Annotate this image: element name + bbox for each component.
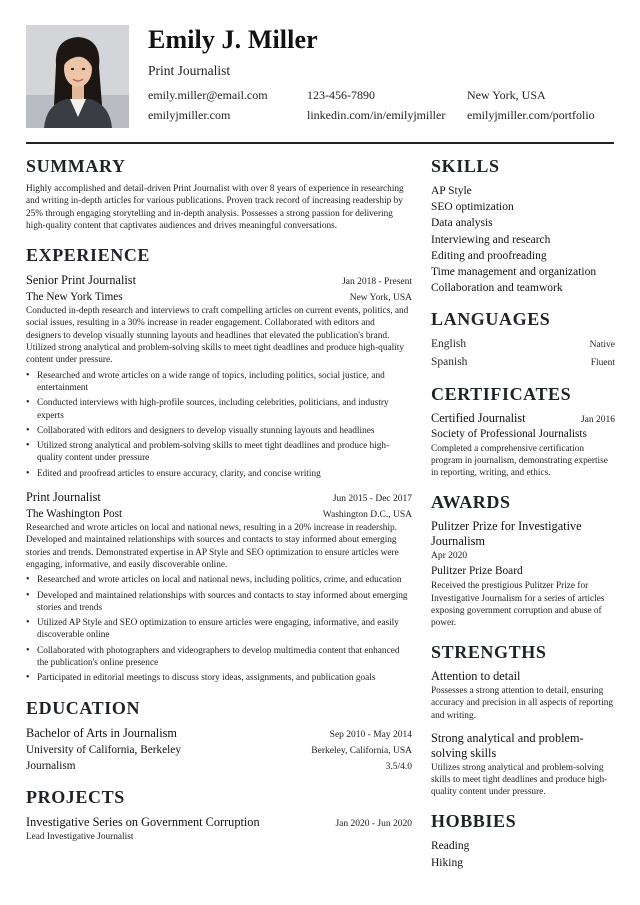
education-school: University of California, Berkeley <box>26 743 181 756</box>
certificates-section <box>431 383 615 480</box>
hobbies-section <box>431 810 615 870</box>
language-item <box>431 354 615 371</box>
languages-section <box>431 308 615 370</box>
bullet-item: • Conducted interviews with high-profile sources, including celebrities, politicians, and industry experts <box>26 397 412 422</box>
contact-portfolio[interactable]: emilyjmiller.com/portfolio <box>467 108 595 122</box>
skill-item: Time management and organization <box>431 266 597 279</box>
skill-item: Data analysis <box>431 217 493 230</box>
contact-website[interactable]: emilyjmiller.com <box>148 108 231 122</box>
strength-item <box>431 669 615 722</box>
resume-header <box>26 25 614 130</box>
portrait-illustration <box>26 25 129 128</box>
skill-item: Interviewing and research <box>431 233 551 246</box>
education-gpa: 3.5/4.0 <box>385 761 412 772</box>
summary-section <box>26 155 412 232</box>
candidate-title: Print Journalist <box>148 63 231 78</box>
contact-location: New York, USA <box>467 88 546 102</box>
project-dates: Jan 2020 - Jun 2020 <box>335 818 412 829</box>
education-heading: EDUCATION <box>26 697 141 718</box>
job-dates: Jun 2015 - Dec 2017 <box>332 494 412 505</box>
bullet-item: • Utilized AP Style and SEO optimization to ensure articles were engaging, informative, and easily discoverable online <box>26 617 412 642</box>
skills-heading: SKILLS <box>431 156 500 176</box>
contact-phone[interactable]: 123-456-7890 <box>307 88 375 102</box>
education-location: Berkeley, California, USA <box>311 745 412 756</box>
skill-item: Collaboration and teamwork <box>431 282 563 295</box>
bullet-item: • Edited and proofread articles to ensure accuracy, clarity, and concise writing <box>26 468 412 480</box>
award-title: Pulitzer Prize for Investigative Journalism <box>431 519 582 549</box>
skills-list <box>431 183 615 296</box>
bullet-item: • Researched and wrote articles on a wide range of topics, including politics, social justice, and entertainment <box>26 370 412 395</box>
job-title: Senior Print Journalist <box>26 273 136 288</box>
summary-text: Highly accomplished and detail-driven Print Journalist with over 8 years of experience in researching and writing in-depth articles for various publications. Proven track record of increasing readership by 25% through engaging storytelling and in-depth analysis. Possesses a strong passion for delivering high-quality content that captivates audiences and drives meaningful conversations. <box>26 184 404 231</box>
projects-section <box>26 786 412 843</box>
skill-item: SEO optimization <box>431 201 514 214</box>
header-divider <box>26 142 614 144</box>
strength-text: Possesses a strong attention to detail, ensuring accuracy and precision in all aspects of reporting and writing. <box>431 686 613 721</box>
bullet-item: • Researched and wrote articles on local and national news, including politics, crime, and education <box>26 574 412 586</box>
right-column <box>431 155 615 883</box>
certificate-title: Certified Journalist <box>431 410 526 425</box>
bullet-item: • Collaborated with editors and designers to develop visually stunning layouts and headlines <box>26 425 412 437</box>
experience-heading: EXPERIENCE <box>26 245 151 266</box>
contact-email[interactable]: emily.miller@email.com <box>148 88 268 102</box>
language-level: Native <box>589 340 615 351</box>
candidate-name: Emily J. Miller <box>148 25 318 54</box>
language-level: Fluent <box>590 357 615 368</box>
hobbies-heading: HOBBIES <box>431 811 517 832</box>
hobby-item: Hiking <box>431 856 463 869</box>
language-name: English <box>431 338 467 351</box>
strength-item <box>431 731 615 799</box>
strengths-section <box>431 641 615 798</box>
award-text: Received the prestigious Pulitzer Prize for Investigative Journalism for a series of articles exposing government corruption and abuse of power. <box>431 581 605 629</box>
skills-section <box>431 155 615 296</box>
job-summary: Researched and wrote articles on local and national news, resulting in a 20% increase in readership. Developed and maintained relationships with sources and contacts to stay informed about emerging stories and trends. Demonstrated expertise in AP Style and SEO optimization to ensure articles were engaging, informative, and easily discoverable online. <box>26 523 399 570</box>
job-summary: Conducted in-depth research and interviews to craft compelling articles on current events, politics, and social issues, resulting in a 30% increase in reader engagement. Collaborated with editors and designers to develop visually stunning layouts and headlines that elevated the publication's brand. Utilized strong analytical and problem-solving skills to meet tight deadlines and produce high-quality content under pressure. <box>26 306 409 366</box>
project-role: Lead Investigative Journalist <box>26 831 134 842</box>
job-dates: Jan 2018 - Present <box>342 277 412 288</box>
education-section <box>26 697 412 774</box>
language-item <box>431 336 615 353</box>
award-issuer: Pulitzer Prize Board <box>431 565 523 578</box>
hobby-item: Reading <box>431 840 470 853</box>
award-date: Apr 2020 <box>431 551 468 562</box>
strengths-heading: STRENGTHS <box>431 642 547 663</box>
hobbies-list <box>431 838 615 870</box>
strength-title: Strong analytical and problem-solving skills <box>431 730 584 760</box>
bullet-item: • Developed and maintained relationships with sources and contacts to stay informed about emerging stories and trends <box>26 590 412 615</box>
experience-item <box>26 489 412 685</box>
job-location: Washington D.C., USA <box>322 510 412 521</box>
awards-section <box>431 491 615 629</box>
languages-heading: LANGUAGES <box>431 309 551 330</box>
job-location: New York, USA <box>349 293 412 304</box>
left-column <box>26 155 412 855</box>
job-company: The Washington Post <box>26 508 123 521</box>
awards-heading: AWARDS <box>431 492 511 513</box>
experience-item <box>26 272 412 480</box>
project-title: Investigative Series on Government Corruption <box>26 814 260 829</box>
language-name: Spanish <box>431 355 468 368</box>
education-degree: Bachelor of Arts in Journalism <box>26 725 177 740</box>
certificate-date: Jan 2016 <box>580 414 615 425</box>
job-bullets <box>26 370 412 480</box>
summary-heading: SUMMARY <box>26 156 126 176</box>
profile-photo <box>26 25 129 128</box>
strength-title: Attention to detail <box>431 669 521 684</box>
job-company: The New York Times <box>26 291 123 304</box>
job-title: Print Journalist <box>26 490 101 505</box>
certificate-text: Completed a comprehensive certification program in journalism, demonstrating expertise in reporting, writing, and ethics. <box>431 443 608 479</box>
certificate-issuer: Society of Professional Journalists <box>431 427 587 440</box>
projects-heading: PROJECTS <box>26 786 125 807</box>
bullet-item: • Collaborated with photographers and videographers to develop multimedia content that enhanced the publication's online presence <box>26 645 412 670</box>
skill-item: AP Style <box>431 185 472 197</box>
education-dates: Sep 2010 - May 2014 <box>329 729 412 740</box>
skill-item: Editing and proofreading <box>431 249 547 262</box>
bullet-item: • Utilized strong analytical and problem-solving skills to meet tight deadlines and produce high-quality content under pressure <box>26 440 412 465</box>
education-field: Journalism <box>26 759 76 772</box>
contact-linkedin[interactable]: linkedin.com/in/emilyjmiller <box>307 108 446 122</box>
bullet-item: • Participated in editorial meetings to discuss story ideas, assignments, and publication goals <box>26 672 412 684</box>
job-bullets <box>26 574 412 684</box>
strength-text: Utilizes strong analytical and problem-solving skills to meet tight deadlines and produce high-quality content under pressure. <box>431 762 608 798</box>
certificates-heading: CERTIFICATES <box>431 383 572 404</box>
experience-section <box>26 244 412 684</box>
